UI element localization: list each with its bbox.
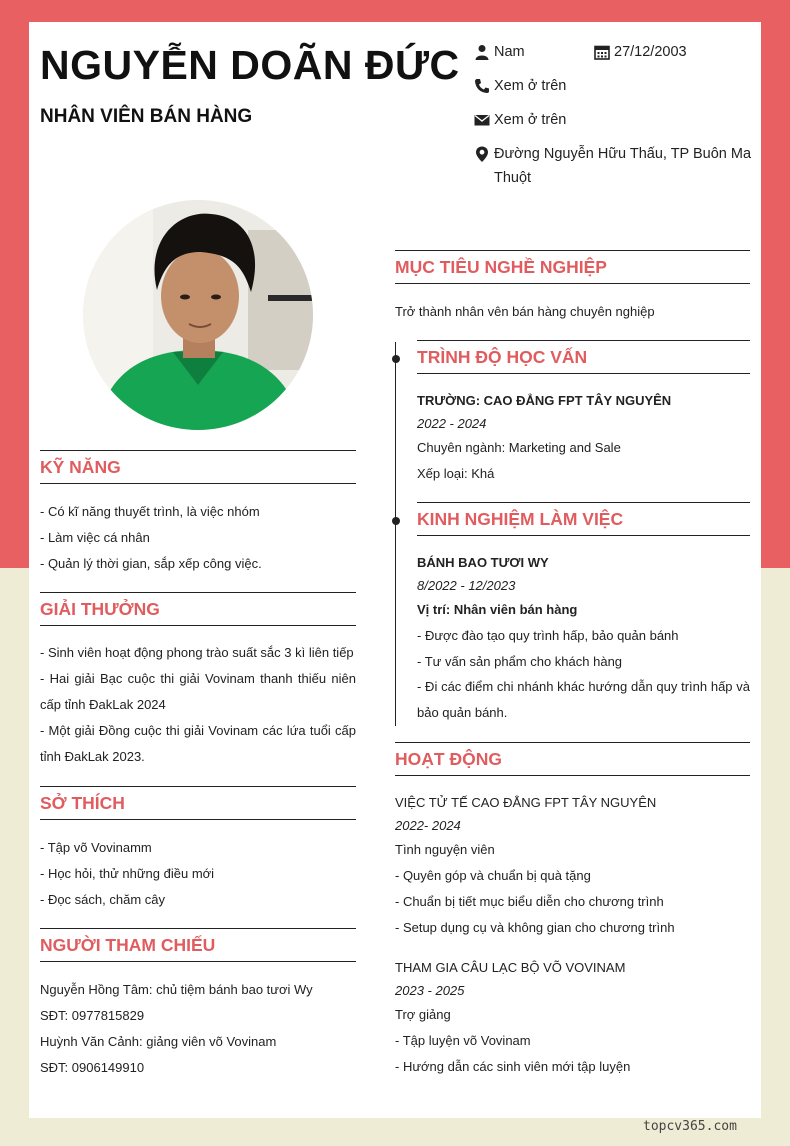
email-icon	[474, 112, 490, 128]
calendar-icon	[594, 44, 610, 60]
reference-line: Nguyễn Hồng Tâm: chủ tiệm bánh bao tươi Wy	[40, 982, 313, 997]
skill-item: - Có kĩ năng thuyết trình, là việc nhóm	[40, 504, 260, 519]
activity-role: Trợ giảng	[395, 1007, 451, 1022]
job-title: NHÂN VIÊN BÁN HÀNG	[40, 106, 253, 127]
experience-section-header	[417, 502, 750, 536]
experience-title: KINH NGHIỆM LÀM VIỆC	[417, 509, 624, 529]
gender-item	[474, 40, 589, 64]
education-section-header	[417, 340, 750, 374]
reference-line: Huỳnh Văn Cảnh: giảng viên võ Vovinam	[40, 1034, 277, 1049]
activity-item: - Setup dụng cụ và không gian cho chương trình	[395, 920, 675, 935]
activity-item: - Tập luyện võ Vovinam	[395, 1033, 531, 1048]
hobby-item: - Tập võ Vovinamm	[40, 840, 152, 855]
candidate-name: NGUYỄN DOÃN ĐỨC	[40, 42, 460, 88]
timeline-dot	[392, 517, 400, 525]
activities-section-header	[395, 742, 750, 776]
education-major: Chuyên ngành: Marketing and Sale	[417, 440, 621, 455]
activity-item: - Chuẩn bị tiết mục biểu diễn cho chương trình	[395, 894, 664, 909]
hobbies-title: SỞ THÍCH	[40, 793, 125, 813]
address-text: Đường Nguyễn Hữu Thấu, TP Buôn Ma Thuột	[494, 146, 752, 186]
experience-position: Vị trí: Nhân viên bán hàng	[417, 602, 578, 617]
phone-icon	[474, 78, 490, 94]
email-item	[474, 108, 750, 132]
timeline-dot	[392, 355, 400, 363]
education-period: 2022 - 2024	[417, 416, 487, 431]
education-title: TRÌNH ĐỘ HỌC VẤN	[417, 347, 588, 367]
experience-item: - Được đào tạo quy trình hấp, bảo quản bánh	[417, 628, 679, 643]
skill-item: - Làm việc cá nhân	[40, 530, 150, 545]
activity-name: VIỆC TỬ TẾ CAO ĐẲNG FPT TÂY NGUYÊN	[395, 795, 657, 810]
email-text: Xem ở trên	[494, 112, 567, 128]
birthday-text: 27/12/2003	[614, 44, 687, 60]
gender-text: Nam	[494, 44, 525, 60]
hobby-item: - Học hỏi, thử những điều mới	[40, 866, 215, 881]
skills-section-header	[40, 450, 356, 484]
skills-title: KỸ NĂNG	[40, 457, 121, 477]
references-section-header	[40, 928, 356, 962]
address-item	[474, 142, 754, 190]
award-item: - Sinh viên hoạt động phong trào suất sắc 3 kì liên tiếp	[40, 645, 354, 660]
award-item: - Một giải Đồng cuộc thi giải Vovinam các lứa tuổi cấp tỉnh ĐakLak 2023.	[40, 723, 356, 764]
reference-line: SĐT: 0977815829	[40, 1008, 145, 1023]
hobbies-section-header	[40, 786, 356, 820]
experience-period: 8/2022 - 12/2023	[417, 578, 516, 593]
activity-item: - Quyên góp và chuẩn bị quà tặng	[395, 868, 591, 883]
skill-item: - Quản lý thời gian, sắp xếp công việc.	[40, 556, 262, 571]
awards-section-header	[40, 592, 356, 626]
objective-title: MỤC TIÊU NGHỀ NGHIỆP	[395, 257, 607, 277]
award-item: - Hai giải Bạc cuộc thi giải Vovinam thanh thiếu niên cấp tỉnh ĐakLak 2024	[40, 671, 356, 712]
school-name: TRƯỜNG: CAO ĐẲNG FPT TÂY NGUYÊN	[417, 393, 672, 408]
activity-name: THAM GIA CÂU LẠC BỘ VÕ VOVINAM	[395, 960, 626, 975]
education-rank: Xếp loại: Khá	[417, 466, 495, 481]
location-pin-icon	[474, 146, 490, 162]
reference-line: SĐT: 0906149910	[40, 1060, 145, 1075]
phone-item	[474, 74, 750, 98]
activity-role: Tình nguyện viên	[395, 842, 495, 857]
activities-title: HOẠT ĐỘNG	[395, 749, 502, 769]
timeline-line	[395, 342, 396, 726]
experience-item: - Tư vấn sản phẩm cho khách hàng	[417, 654, 623, 669]
phone-text: Xem ở trên	[494, 78, 567, 94]
activity-period: 2023 - 2025	[395, 983, 465, 998]
objective-text: Trở thành nhân vên bán hàng chuyên nghiệp	[395, 304, 655, 319]
experience-item: - Đi các điểm chi nhánh khác hướng dẫn quy trình hấp và bảo quản bánh.	[417, 679, 750, 720]
awards-title: GIẢI THƯỞNG	[40, 599, 160, 619]
profile-photo	[83, 200, 313, 430]
objective-section-header	[395, 250, 750, 284]
watermark: topcv365.com	[643, 1119, 737, 1134]
company-name: BÁNH BAO TƯƠI WY	[417, 555, 549, 570]
person-icon	[474, 44, 490, 60]
activity-period: 2022- 2024	[395, 818, 461, 833]
hobby-item: - Đọc sách, chăm cây	[40, 892, 165, 907]
birthday-item	[594, 40, 754, 64]
activity-item: - Hướng dẫn các sinh viên mới tập luyện	[395, 1059, 631, 1074]
references-title: NGƯỜI THAM CHIẾU	[40, 935, 216, 955]
